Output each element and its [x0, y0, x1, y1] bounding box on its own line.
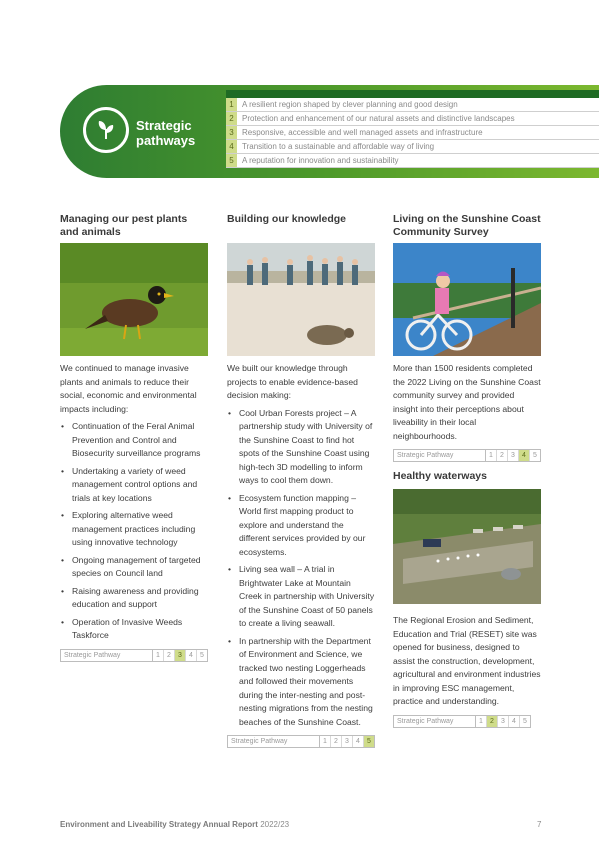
list-item: • Operation of Invasive Weeds Taskforce [60, 616, 208, 643]
section-heading: Building our knowledge [227, 213, 346, 225]
survey-section [393, 213, 541, 462]
pathway-number: 2 [226, 112, 238, 125]
pathway-number: 5 [200, 651, 204, 659]
pathway-number: 5 [523, 717, 527, 725]
pathway-text: Protection and enhancement of our natural assets and distinctive landscapes [242, 114, 515, 123]
list-item: • Continuation of the Feral Animal Prevention and Control and Biosecurity surveillance programs [60, 420, 208, 461]
pathway-number: 1 [486, 450, 497, 461]
pathway-item [226, 112, 599, 126]
pathway-text: A resilient region shaped by clever planning and good design [242, 100, 458, 109]
list-item: • Living sea wall – A trial in Brightwater Lake at Mountain Creek in partnership with University of the Sunshine Coast of 50 panels to create a living seawall. [227, 563, 375, 631]
pathway-label: Strategic Pathway [228, 736, 320, 747]
pathway-label: Strategic Pathway [61, 650, 153, 661]
pathway-item [226, 126, 599, 140]
pathway-number: 4 [519, 450, 530, 461]
pathway-item [226, 140, 599, 154]
leaf-sprout-icon [83, 107, 129, 153]
waterways-section [393, 470, 541, 728]
banner-accent-strip [226, 90, 599, 98]
pathway-number: 5 [364, 736, 374, 747]
reset-site-aerial-photo [393, 489, 541, 604]
bullet-list [60, 420, 208, 643]
pathway-number: 3 [226, 126, 238, 139]
pathways-list [226, 98, 599, 168]
myna-bird-photo [60, 243, 208, 356]
list-item: • Undertaking a variety of weed management control options and trials at key locations [60, 465, 208, 506]
pathway-number: 4 [509, 716, 520, 727]
section-intro: We built our knowledge through projects to enable evidence-based decision making: [227, 363, 358, 400]
list-item: • Cool Urban Forests project – A partnership study with University of the Sunshine Coast to find hot spots of the Sunshine Coast using high-tech 3D modelling to inform ways to cool them down. [227, 407, 375, 488]
banner-title: Strategic pathways [136, 118, 196, 148]
pathway-number: 4 [226, 140, 238, 153]
list-item: • In partnership with the Department of Environment and Science, we tracked two nesting Loggerheads and followed their movements during the inter-nesting and post-nesting migrations from the nesting beaches of the Sunshine Coast. [227, 635, 375, 730]
strategic-pathway-indicator [60, 649, 208, 662]
pathway-number: 4 [353, 736, 364, 747]
list-item: • Raising awareness and providing education and support [60, 585, 208, 612]
page-number: 7 [537, 820, 542, 829]
report-title: Environment and Liveability Strategy Annual Report [60, 820, 258, 829]
pathway-number: 2 [164, 650, 175, 661]
pathway-number: 5 [226, 154, 238, 167]
pathway-text: A reputation for innovation and sustainability [242, 156, 399, 165]
bullet-list [227, 407, 375, 730]
section-body: More than 1500 residents completed the 2022 Living on the Sunshine Coast community survey and provided insight into their perceptions about liveability in their local neighbourhoods. [393, 363, 541, 441]
pathway-number: 1 [153, 650, 164, 661]
pathway-item [226, 98, 599, 112]
cycling-boardwalk-photo [393, 243, 541, 356]
pathway-number: 3 [498, 716, 509, 727]
pathway-item [226, 154, 599, 168]
pathway-number: 3 [175, 650, 186, 661]
pathway-number: 2 [497, 450, 508, 461]
strategic-pathway-indicator [227, 735, 375, 748]
section-body: The Regional Erosion and Sediment, Education and Trial (RESET) site was opened for business, designed to assist the construction, development, agricultural and environment industries in improving ESC management, practice and understanding. [393, 615, 541, 706]
pathway-number: 1 [320, 736, 331, 747]
pathway-label: Strategic Pathway [394, 450, 486, 461]
pathway-number: 1 [226, 98, 238, 111]
section-heading: Healthy waterways [393, 470, 487, 482]
list-item: • Ecosystem function mapping – World first mapping product to explore and understand the different services provided by our ecosystems. [227, 492, 375, 560]
knowledge-section [227, 213, 375, 748]
report-year: 2022/23 [260, 820, 290, 829]
strategic-pathway-indicator [393, 715, 531, 728]
pathway-text: Responsive, accessible and well managed assets and infrastructure [242, 128, 483, 137]
section-intro: We continued to manage invasive plants and animals to reduce their social, economic and environmental impacts including: [60, 363, 197, 414]
pathway-number: 5 [533, 452, 537, 459]
pathway-label: Strategic Pathway [394, 716, 476, 727]
pathway-number: 2 [331, 736, 342, 747]
pathway-number: 4 [186, 650, 197, 661]
list-item: • Exploring alternative weed management practices including using innovative technology [60, 509, 208, 550]
turtle-release-photo [227, 243, 375, 356]
pathway-text: Transition to a sustainable and affordable way of living [242, 142, 435, 151]
pathway-number: 3 [342, 736, 353, 747]
section-heading: Managing our pest plants and animals [60, 213, 188, 238]
pest-section [60, 213, 208, 662]
strategic-pathway-indicator [393, 449, 541, 462]
page-footer [60, 820, 289, 829]
pathway-number: 1 [476, 716, 487, 727]
list-item: • Ongoing management of targeted species on Council land [60, 554, 208, 581]
section-heading: Living on the Sunshine Coast Community Survey [393, 213, 541, 238]
pathway-number: 3 [508, 450, 519, 461]
pathway-number: 2 [487, 716, 498, 727]
